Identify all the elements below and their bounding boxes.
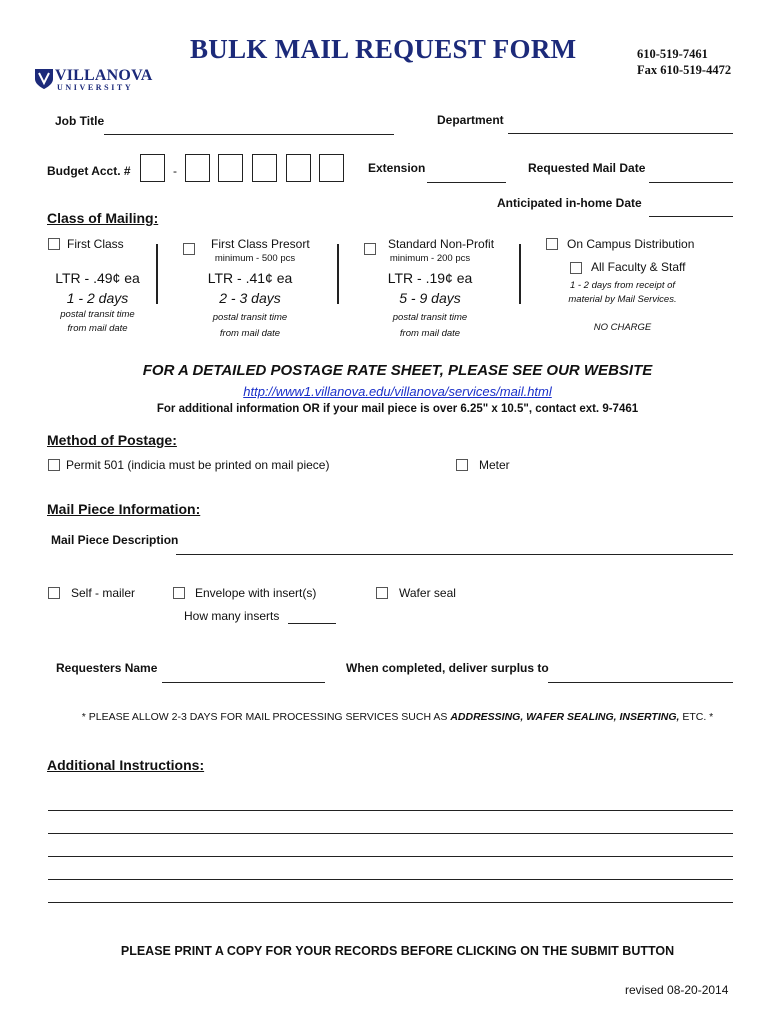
anticipated-date-field[interactable] — [649, 216, 733, 217]
additional-instructions-heading: Additional Instructions: — [47, 757, 205, 773]
instructions-line-3[interactable] — [48, 856, 733, 857]
on-campus-checkbox[interactable] — [546, 238, 558, 250]
standard-non-profit-note1: postal transit time — [392, 312, 468, 323]
how-many-inserts-field[interactable] — [288, 623, 336, 624]
meter-label: Meter — [479, 458, 510, 472]
budget-acct-box-1[interactable] — [140, 154, 165, 182]
first-class-label: First Class — [67, 237, 124, 251]
phone-number: 610-519-7461 — [637, 47, 708, 61]
first-class-rate: LTR - .49¢ ea — [55, 270, 140, 286]
standard-non-profit-minimum: minimum - 200 pcs — [389, 253, 471, 264]
first-class-note2: from mail date — [67, 323, 128, 334]
instructions-line-5[interactable] — [48, 902, 733, 903]
budget-acct-box-3[interactable] — [218, 154, 243, 182]
permit-checkbox[interactable] — [48, 459, 60, 471]
budget-acct-dash: - — [173, 164, 177, 178]
logo-sub: UNIVERSITY — [57, 83, 134, 92]
method-of-postage-heading: Method of Postage: — [47, 432, 177, 448]
mail-piece-description-field[interactable] — [176, 554, 733, 555]
instructions-line-1[interactable] — [48, 810, 733, 811]
notice-suffix: ETC. * — [679, 711, 714, 723]
first-class-presort-note2: from mail date — [219, 328, 281, 339]
standard-non-profit-label: Standard Non-Profit — [388, 237, 495, 251]
envelope-checkbox[interactable] — [173, 587, 185, 599]
department-label: Department — [437, 113, 504, 127]
first-class-note1: postal transit time — [60, 309, 135, 320]
envelope-label: Envelope with insert(s) — [195, 586, 317, 600]
extension-label: Extension — [368, 161, 426, 175]
fax-number: Fax 610-519-4472 — [637, 63, 732, 77]
page-title: BULK MAIL REQUEST FORM — [190, 34, 577, 64]
permit-label: Permit 501 (indicia must be printed on mail piece) — [66, 458, 330, 472]
requested-mail-date-label: Requested Mail Date — [528, 161, 646, 175]
anticipated-date-label: Anticipated in-home Date — [497, 196, 642, 210]
standard-non-profit-note2: from mail date — [399, 328, 461, 339]
processing-notice — [0, 711, 770, 723]
wafer-seal-checkbox[interactable] — [376, 587, 388, 599]
all-faculty-staff-checkbox[interactable] — [570, 262, 582, 274]
university-logo — [33, 67, 151, 93]
self-mailer-checkbox[interactable] — [48, 587, 60, 599]
shield-icon — [33, 67, 55, 91]
job-title-field[interactable] — [104, 134, 394, 135]
revised-date: revised 08-20-2014 — [625, 983, 729, 997]
first-class-presort-rate: LTR - .41¢ ea — [207, 270, 293, 286]
standard-non-profit-days: 5 - 9 days — [399, 290, 461, 306]
how-many-inserts-label: How many inserts — [184, 609, 280, 623]
budget-acct-box-4[interactable] — [252, 154, 277, 182]
self-mailer-label: Self - mailer — [71, 586, 136, 600]
first-class-presort-minimum: minimum - 500 pcs — [214, 253, 296, 264]
meter-checkbox[interactable] — [456, 459, 468, 471]
budget-acct-label: Budget Acct. # — [47, 164, 131, 178]
on-campus-note2: material by Mail Services. — [568, 294, 677, 305]
requester-name-field[interactable] — [162, 682, 325, 683]
mail-piece-description-label: Mail Piece Description — [51, 533, 179, 547]
first-class-presort-days: 2 - 3 days — [219, 290, 281, 306]
first-class-presort-note1: postal transit time — [212, 312, 288, 323]
website-heading: FOR A DETAILED POSTAGE RATE SHEET, PLEASE SEE OUR WEBSITE — [142, 362, 653, 379]
budget-acct-box-5[interactable] — [286, 154, 311, 182]
instructions-line-2[interactable] — [48, 833, 733, 834]
website-info: For additional information OR if your mail piece is over 6.25" x 10.5", contact ext. 9-7461 — [156, 403, 639, 415]
mail-piece-heading: Mail Piece Information: — [47, 501, 201, 517]
notice-prefix: * PLEASE ALLOW 2-3 DAYS FOR MAIL PROCESSING SERVICES SUCH AS — [81, 711, 451, 723]
wafer-seal-label: Wafer seal — [399, 586, 456, 600]
first-class-presort-checkbox[interactable] — [183, 243, 195, 255]
website-link[interactable]: http://www1.villanova.edu/villanova/services/mail.html — [243, 384, 552, 399]
on-campus-label: On Campus Distribution — [567, 237, 695, 251]
logo-name: VILLANOVA — [55, 67, 153, 84]
all-faculty-staff-label: All Faculty & Staff — [591, 260, 686, 274]
on-campus-note1: 1 - 2 days from receipt of — [569, 280, 676, 291]
department-field[interactable] — [508, 133, 733, 134]
notice-emphasis: ADDRESSING, WAFER SEALING, INSERTING, — [450, 711, 680, 723]
column-divider-2 — [337, 244, 339, 304]
budget-acct-box-6[interactable] — [319, 154, 344, 182]
column-divider-3 — [519, 244, 521, 304]
first-class-days: 1 - 2 days — [66, 290, 129, 306]
job-title-label: Job Title — [55, 114, 105, 128]
budget-acct-box-2[interactable] — [185, 154, 210, 182]
requester-name-label: Requesters Name — [56, 661, 158, 675]
print-notice: PLEASE PRINT A COPY FOR YOUR RECORDS BEFORE CLICKING ON THE SUBMIT BUTTON — [120, 944, 675, 958]
first-class-checkbox[interactable] — [48, 238, 60, 250]
column-divider-1 — [156, 244, 158, 304]
requested-mail-date-field[interactable] — [649, 182, 733, 183]
class-of-mailing-heading: Class of Mailing: — [47, 210, 159, 226]
standard-non-profit-rate: LTR - .19¢ ea — [387, 270, 473, 286]
deliver-surplus-label: When completed, deliver surplus to — [346, 661, 549, 675]
first-class-presort-label: First Class Presort — [211, 237, 310, 251]
on-campus-cost: NO CHARGE — [593, 322, 652, 333]
instructions-line-4[interactable] — [48, 879, 733, 880]
deliver-surplus-field[interactable] — [548, 682, 733, 683]
extension-field[interactable] — [427, 182, 506, 183]
